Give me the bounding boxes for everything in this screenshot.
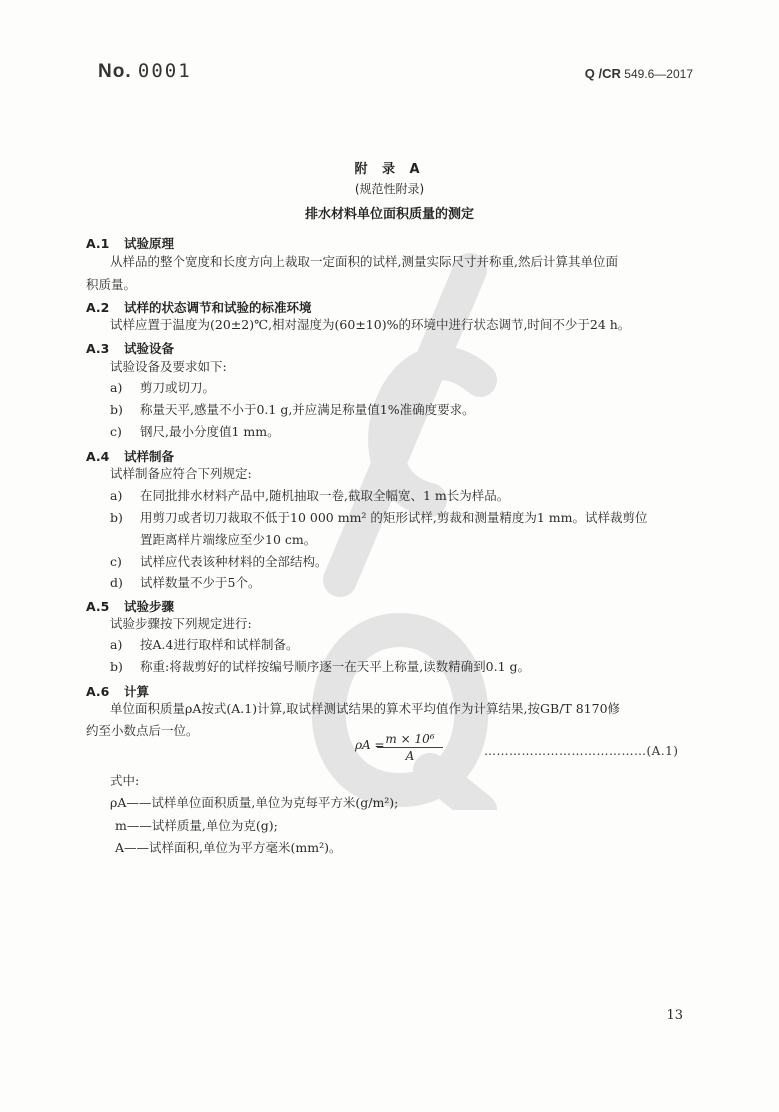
list-item: b) 称量天平,感量不小于0.1 g,并应满足称量值1%准确度要求。 <box>110 402 475 417</box>
paragraph: 从样品的整个宽度和长度方向上裁取一定面积的试样,测量实际尺寸并称重,然后计算其单位面 <box>110 254 618 269</box>
formula <box>355 732 435 763</box>
list-item: a) 按A.4进行取样和试样制备。 <box>110 637 299 652</box>
formula-numerator: m × 10⁶ <box>377 732 443 748</box>
list-item: c) 钢尺,最小分度值1 mm。 <box>110 424 280 439</box>
section-heading: A.4 试样制备 <box>86 449 175 464</box>
section-heading: A.1 试验原理 <box>86 236 175 251</box>
list-item: a) 剪刀或切刀。 <box>110 380 216 395</box>
annex-name: 排水材料单位面积质量的测定 <box>304 207 474 222</box>
section-heading: A.6 计算 <box>86 684 150 699</box>
definition: ρA——试样单位面积质量,单位为克每平方米(g/m²); <box>110 795 399 810</box>
list-item: d) 试样数量不少于5个。 <box>110 575 261 590</box>
formula-lhs: ρA = <box>355 738 385 752</box>
section-heading: A.2 试样的状态调节和试验的标准环境 <box>86 300 312 315</box>
standard-number <box>585 66 693 81</box>
equation-reference: …………………………………(A.1) <box>484 744 679 758</box>
list-item-continuation: 置距离样片端缘应至少10 cm。 <box>140 532 317 547</box>
list-item: b) 称重:将裁剪好的试样按编号顺序逐一在天平上称量,读数精确到0.1 g。 <box>110 659 531 674</box>
list-item: b) 用剪刀或者切刀裁取不低于10 000 mm² 的矩形试样,剪裁和测量精度为1 mm。试样裁剪位 <box>110 510 648 525</box>
paragraph: 试样应置于温度为(20±2)℃,相对湿度为(60±10)%的环境中进行状态调节,时间不少于24 h。 <box>110 317 631 332</box>
list-item: c) 试样应代表该种材料的全部结构。 <box>110 554 328 569</box>
formula-denominator: A <box>405 749 415 763</box>
serial-label: No. <box>98 61 132 82</box>
formula-fraction <box>377 732 443 763</box>
annex-type: (规范性附录) <box>354 182 425 196</box>
where-label: 式中: <box>110 773 140 788</box>
definition: m——试样质量,单位为克(g); <box>115 818 278 833</box>
paragraph: 单位面积质量ρA按式(A.1)计算,取试样测试结果的算术平均值作为计算结果,按GB/T 8170修 <box>110 701 621 716</box>
standard-prefix: Q /CR <box>584 66 621 81</box>
standard-code: 549.6—2017 <box>624 67 693 81</box>
paragraph-continuation: 积质量。 <box>86 277 137 292</box>
paragraph: 试验设备及要求如下: <box>110 359 227 374</box>
section-heading: A.5 试验步骤 <box>86 599 175 614</box>
paragraph: 试验步骤按下列规定进行: <box>110 616 252 631</box>
list-item: a) 在同批排水材料产品中,随机抽取一卷,截取全幅宽、1 m长为样品。 <box>110 488 510 503</box>
annex-title: 附 录 A <box>354 162 425 177</box>
serial-number <box>98 60 192 83</box>
definition: A——试样面积,单位为平方毫米(mm²)。 <box>115 840 342 855</box>
section-heading: A.3 试验设备 <box>86 341 175 356</box>
page-number: 13 <box>666 1008 683 1023</box>
paragraph-continuation: 约至小数点后一位。 <box>86 723 199 738</box>
serial-value: 0001 <box>137 60 192 82</box>
paragraph: 试样制备应符合下列规定: <box>110 466 252 481</box>
